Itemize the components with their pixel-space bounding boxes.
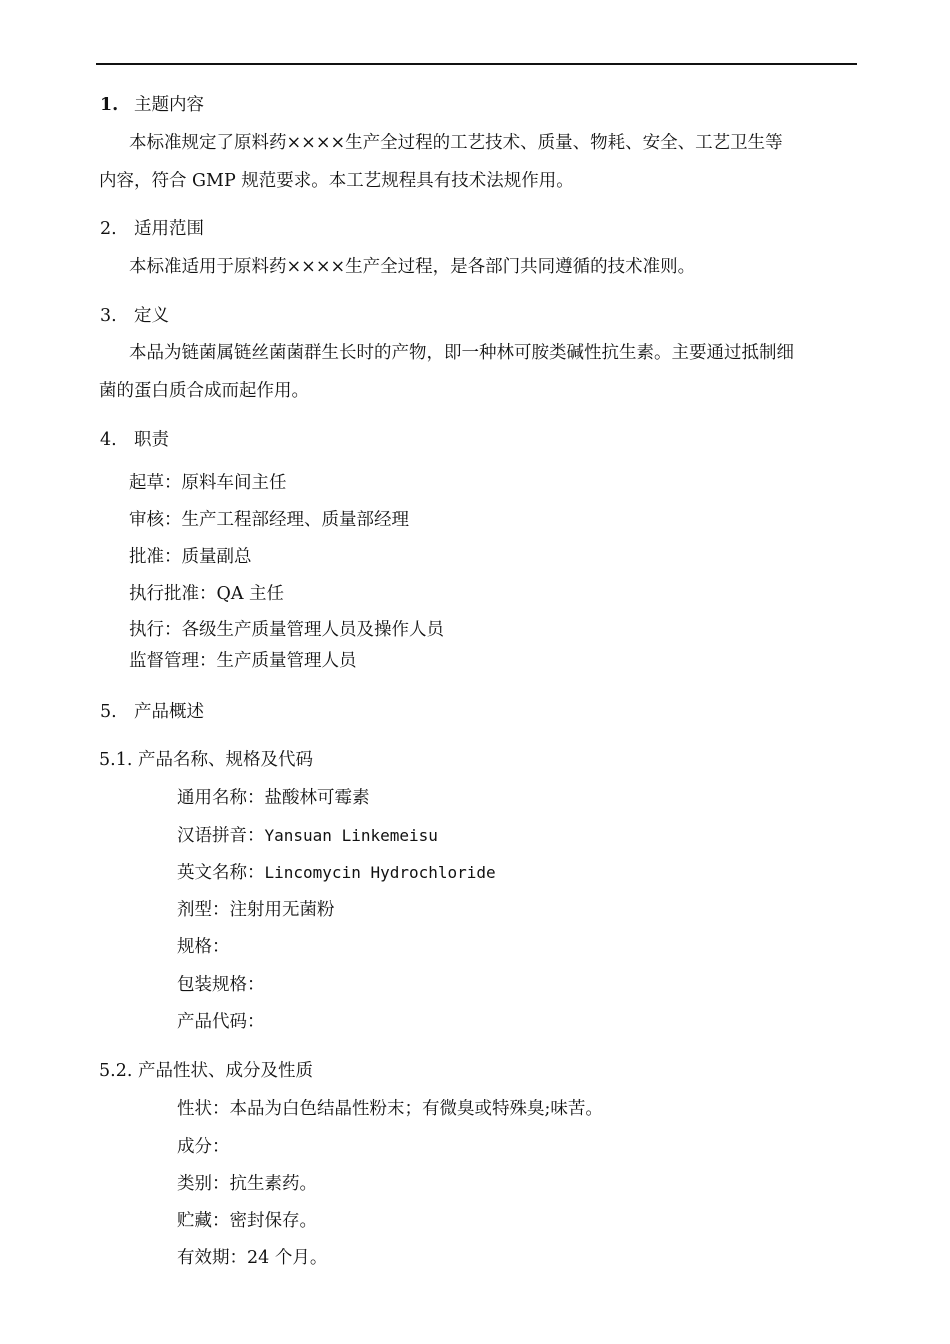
section-title: 适用范围	[134, 219, 204, 239]
product-field-code	[177, 1010, 265, 1034]
product-field-packaging	[177, 973, 265, 997]
field-value: 密封保存。	[229, 1211, 317, 1231]
field-label: 性状：	[177, 1099, 230, 1119]
section-1-paragraph-line-1: 本标准规定了原料药××××生产全过程的工艺技术、质量、物耗、安全、工艺卫生等	[129, 133, 783, 153]
subsection-5-2-heading: 5.2. 产品性状、成分及性质	[99, 1061, 313, 1081]
property-field-composition	[177, 1135, 230, 1159]
responsibility-item: 起草：原料车间主任	[129, 473, 287, 493]
subsection-5-1-heading: 5.1. 产品名称、规格及代码	[99, 750, 313, 770]
section-3-heading	[100, 304, 169, 328]
responsibility-item: 执行：各级生产质量管理人员及操作人员	[129, 620, 444, 640]
product-field-pinyin	[177, 824, 438, 848]
property-field-storage	[177, 1209, 317, 1233]
section-4-heading	[100, 428, 169, 452]
product-field-specification	[177, 935, 230, 959]
field-label: 产品代码：	[177, 1012, 265, 1032]
field-label: 成分：	[177, 1137, 230, 1157]
header-rule	[96, 63, 857, 65]
responsibility-item: 监督管理：生产质量管理人员	[129, 651, 357, 671]
section-title: 主题内容	[134, 95, 204, 115]
field-label: 有效期：	[177, 1248, 247, 1268]
section-3-paragraph-line-1: 本品为链菌属链丝菌菌群生长时的产物，即一种林可胺类碱性抗生素。主要通过抵制细	[129, 343, 794, 363]
field-value: 抗生素药。	[229, 1174, 317, 1194]
section-number: 3.	[100, 306, 117, 326]
field-label: 汉语拼音：	[177, 826, 265, 846]
field-value: 24 个月。	[247, 1248, 328, 1268]
section-number: 5.	[100, 702, 117, 722]
product-field-generic-name	[177, 786, 370, 810]
section-1-heading	[100, 93, 204, 117]
section-title: 定义	[134, 306, 169, 326]
field-value: Lincomycin Hydrochloride	[264, 863, 496, 882]
responsibility-item: 审核：生产工程部经理、质量部经理	[129, 510, 409, 530]
product-field-english-name	[177, 861, 496, 885]
responsibility-item: 执行批准：QA 主任	[129, 584, 285, 604]
section-number: 1.	[100, 95, 119, 115]
field-label: 规格：	[177, 937, 230, 957]
field-value: 注射用无菌粉	[229, 900, 335, 920]
product-field-dosage-form	[177, 898, 335, 922]
section-5-heading	[100, 700, 204, 724]
field-value: 盐酸林可霉素	[264, 788, 370, 808]
property-field-appearance	[177, 1097, 603, 1121]
property-field-shelf-life	[177, 1246, 327, 1270]
section-title: 产品概述	[134, 702, 204, 722]
section-1-paragraph-line-2: 内容，符合 GMP 规范要求。本工艺规程具有技术法规作用。	[99, 171, 574, 191]
property-field-category	[177, 1172, 317, 1196]
field-label: 通用名称：	[177, 788, 265, 808]
responsibility-item: 批准：质量副总	[129, 547, 252, 567]
field-value: Yansuan Linkemeisu	[264, 826, 438, 845]
section-number: 2.	[100, 219, 117, 239]
section-title: 职责	[134, 430, 169, 450]
section-2-paragraph: 本标准适用于原料药××××生产全过程，是各部门共同遵循的技术准则。	[129, 257, 696, 277]
field-label: 类别：	[177, 1174, 230, 1194]
field-value: 本品为白色结晶性粉末；有微臭或特殊臭;味苦。	[229, 1099, 603, 1119]
section-number: 4.	[100, 430, 117, 450]
field-label: 包装规格：	[177, 975, 265, 995]
section-2-heading	[100, 217, 204, 241]
field-label: 贮藏：	[177, 1211, 230, 1231]
field-label: 英文名称：	[177, 863, 265, 883]
field-label: 剂型：	[177, 900, 230, 920]
section-3-paragraph-line-2: 菌的蛋白质合成而起作用。	[99, 381, 309, 401]
